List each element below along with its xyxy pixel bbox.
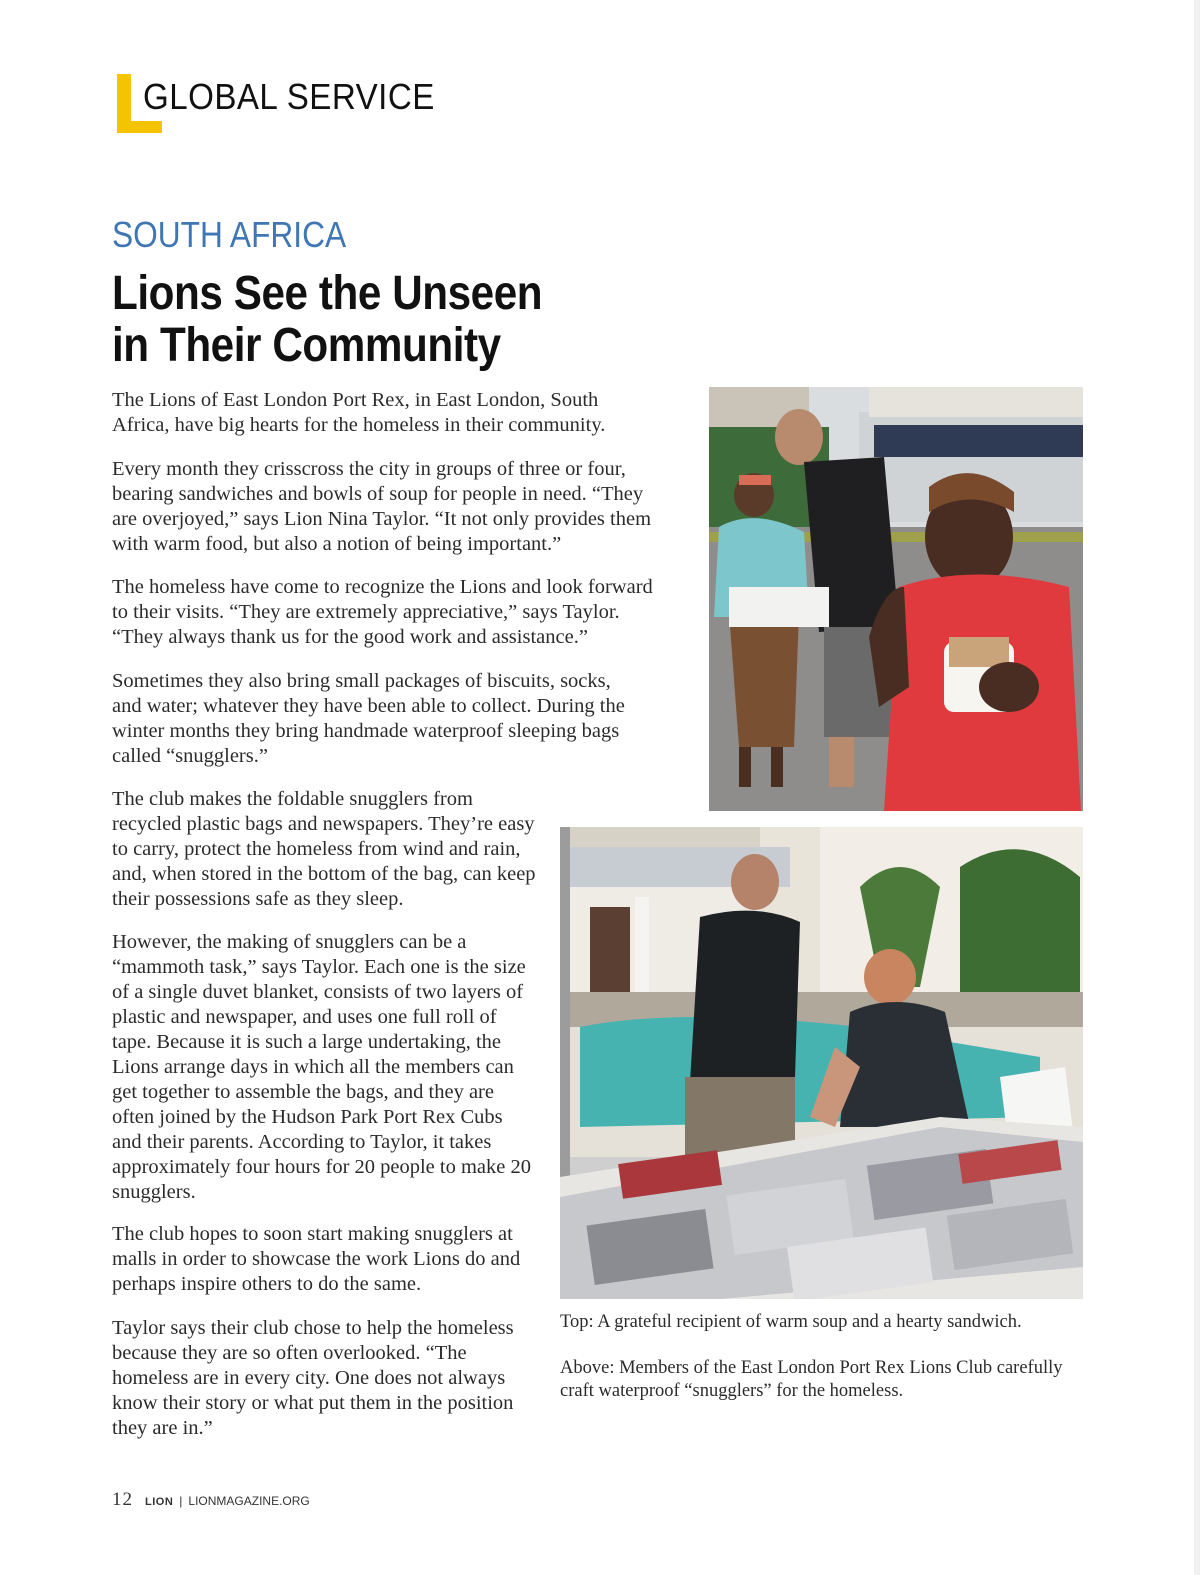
caption-top-photo: Top: A grateful recipient of warm soup and a hearty sandwich. <box>560 1312 1022 1332</box>
section-title: GLOBAL SERVICE <box>143 76 435 117</box>
article-paragraph: The club makes the foldable snugglers from recycled plastic bags and newspapers. They’re easy to carry, protect the homeless from wind and rain, and, when stored in the bottom of the bag, can keep their possessions safe as they sleep. <box>112 788 536 910</box>
page-footer <box>112 1489 310 1511</box>
article-paragraph: The Lions of East London Port Rex, in East London, South Africa, have big hearts for the homeless in their community. <box>112 389 606 436</box>
article-paragraph: Taylor says their club chose to help the homeless because they are so often overlooked. “The homeless are in every city. One does not always know their story or what put them in the position they are in.” <box>112 1317 514 1439</box>
article-paragraph: However, the making of snugglers can be a “mammoth task,” says Taylor. Each one is the size of a single duvet blanket, consists of two layers of plastic and newspaper, and uses one full roll of tape. Because it is such a large undertaking, the Lions arrange days in which all the members can get together to assemble the bags, and they are often joined by the Hudson Park Port Rex Cubs and their parents. According to Taylor, it takes approximately four hours for 20 people to make 20 snugglers. <box>112 931 531 1203</box>
article-headline <box>112 268 605 372</box>
article-region: SOUTH AFRICA <box>112 214 347 255</box>
magazine-site-link[interactable]: LIONMAGAZINE.ORG <box>188 1494 310 1508</box>
photo-soup-recipient <box>709 387 1083 811</box>
page-edge <box>1194 0 1200 1575</box>
headline-line-1: Lions See the Unseen <box>112 267 543 320</box>
article-paragraph: The homeless have come to recognize the Lions and look forward to their visits. “They are extremely appreciative,” says Taylor. “They always thank us for the good work and assistance.” <box>112 576 653 648</box>
article-paragraph: The club hopes to soon start making snugglers at malls in order to showcase the work Lions do and perhaps inspire others to do the same. <box>112 1223 521 1295</box>
caption-bottom-photo: Above: Members of the East London Port Rex Lions Club carefully craft waterproof “snugglers” for the homeless. <box>560 1358 1063 1401</box>
headline-line-2: in Their Community <box>112 319 501 372</box>
article-paragraph: Sometimes they also bring small packages of biscuits, socks, and water; whatever they have been able to collect. During the winter months they bring handmade waterproof sleeping bags called “snugglers.” <box>112 670 625 767</box>
article-paragraph: Every month they crisscross the city in groups of three or four, bearing sandwiches and bowls of soup for people in need. “They are overjoyed,” says Lion Nina Taylor. “It not only provides them with warm food, but also a notion of being important.” <box>112 458 652 555</box>
magazine-brand: LION <box>145 1496 174 1508</box>
page-number: 12 <box>112 1489 133 1510</box>
footer-separator: | <box>179 1494 183 1508</box>
photo-snuggler-making <box>560 827 1083 1299</box>
